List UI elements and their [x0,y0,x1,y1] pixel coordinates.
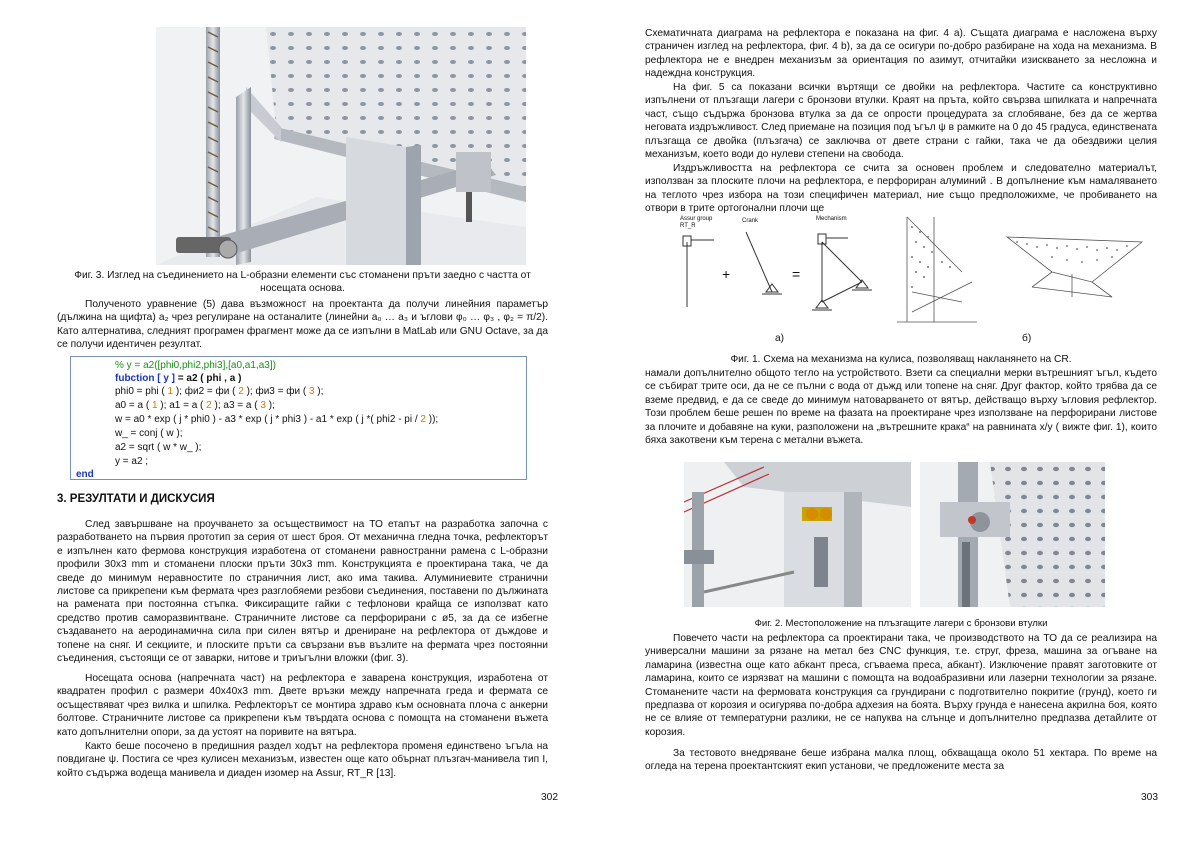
paragraph: Полученото уравнение (5) дава възможност на проектанта да получи линейния параметър (дължина на щифта) a₂ чрез регулиране на останалите (линейни a₀ … a₃ и ъглови φ₀ … φ₃ , φ₂ = π/2). Като алтернатива, следният програмен фрагмент може да се изпълни в MatLab или GNU Octave, за да се получи идентичен резултат. [57,299,548,351]
code-line: end [76,469,94,480]
page-number: 303 [1141,792,1158,803]
subfigure-a-label: а) [775,333,785,344]
paragraph: Както беше посочено в предишния раздел ходът на рефлектора променя единствено ъгъла на повдигане ψ. Постига се чрез кулисен механизъм, известен още като обърнат плъзгач-манивела тип I, който съдържа водеща манивела и диаден изомер на Assur, RT_R [13]. [57,741,548,779]
code-line: a0 = a ( 1 ); a1 = a ( 2 ); a3 = a ( 3 ); [115,400,275,411]
code-line: y = a2 ; [115,456,149,467]
paragraph: Схематичната диаграма на рефлектора е показана на фиг. 4 a). Същата диаграма е насложена върху страничен изглед на рефлектора, фиг. 4 b), за да се осигури по-добро разбиране на хода на механизма. В рефлектора не е внедрен механизъм за ориентация по азимут, отчитайки изискването за несложна и надеждна конструкция. [645,28,1157,80]
code-line: w = a0 * exp ( j * phi0 ) - a3 * exp ( j * phi3 ) - a1 * exp ( j *( phi2 - pi / 2 )); [115,414,439,425]
code-line: fubction [ y ] = a2 ( phi , a ) [115,373,242,384]
subfigure-b-label: б) [1022,333,1032,344]
paragraph: След завършване на проучването за осъществимост на ТО етапът на разработка започна с разработването на първия прототип за серия от шест броя. От механична гледна точка, рефлекторът е изпълнен като фермова конструкция изработена от стоманени равностранни рамена с L-образни профили 30x3 mm и стоманени плоски пръти 30x3 mm. Конструкцията е проектирана така, че да сведе до минимум неравностите по страничния лист, ако има такива. Алуминиевите странични листове са прикрепени към фермата чрез разглобяеми резбови съединения, поставени по дължината на рамената при постоянна стъпка. Фиксиращите гайки с тефлонови крайща се използват като средство против саморазвинтване. Страничните листове са перфорирани с ø5, за да се избегне създаването на аеродинамична сила при силен вятър и дрениране на рефлектора от дъждове и топене на сняг. И секциите, и плоските пръти са свързани във възлите на фермата чрез постоянни съединения, състоящи се от заварки, нитове и триъгълни вложки (фиг. 3). [57,519,548,665]
paragraph: Повечето части на рефлектора са проектирани така, че производството на ТО да се реализира на универсални машини за рязане на метал без CNC функция, т.е. струг, фреза, машина за огъване на ламарина (известна още като абкант преса, сгъваема преса, абкант). Изключение правят заготовките от ламарина, които се изрязват на машини с помощта на водоабразивни или лазерни технологии за рязане. Стоманените части на фермовата конструкция са грундирани с подготвително покритие (грунд), което ги предпазва от корозия и осигурява по-добра адхезия на боята. Върху грунда е нанесена акрилна боя, която не се влияе от температурни разлики, не се напуква на слънце и допълнително предпазва детайлите от корозия. [645,633,1157,738]
code-line: phi0 = phi ( 1 ); фи2 = фи ( 2 ); фи3 = фи ( 3 ); [115,386,324,397]
paragraph: намали допълнително общото тегло на устройството. Взети са специални мерки вътрешният ъгъл, където се събират трите оси, да не се пълни с вода от дъжд или топене на сняг. Друг фактор, който трябва да се вземе предвид, е да се сведе до минимум натоварването от вятър, действащо върху ъгловия рефлектор. Този проблем беше решен по време на фазата на проектиране чрез използване на перфорирани листове за плочите и добавяне на куки, разположени на „вътрешните крака“ на равнината x/y ( вижте фиг. 1), които бяха закотвени към терена с метални въжета. [645,368,1157,447]
page-number: 302 [541,792,558,803]
paragraph: Носещата основа (напречната част) на рефлектора е заварена конструкция, изработена от квадратен профил с размери 40x40x3 mm. Двете връзки между напречната греда и фермата се осъществяват чрез вилка и шпилка. Рефлекторът се монтира здраво към основната плоча с анкерни болтове. Страничните листове са прикрепени към твърдата основа с помощта на стоманени въжета като допълнителни опори, за да устоят на поривите на вятъра. [57,673,548,738]
fig2-render-left [684,462,911,607]
paragraph: На фиг. 5 са показани всички въртящи се двойки на рефлектора. Частите са конструктивно изпълнени от плъзгащи лагери с бронзови втулки. Краят на пръта, който свързва шпилката и напречната част, също съдържа бронзова втулка за да се опрости процедурата за сглобяване, без да се жертва неговата издръжливост. След приемане на позиция под ъгъл ψ в рамките на 0 до 45 градуса, единствената плъзгаща се двойка (плъзгача) се заключва от двете страни с гайки, така че да обездвижи целия механизъм, което води до нулеви степени на свобода. [645,82,1157,161]
label-crank: Crank [742,218,759,224]
label-assur: Assur group RT_R [680,216,713,229]
mechanism-diagram [672,212,1152,332]
label-mechanism: Mechanism [816,216,847,222]
paragraph: Издръжливостта на рефлектора се счита за основен проблем и следователно материалът, използван за плоските плочи на рефлектора, е перфориран алуминий . В допълнение към намаляването на теглото чрез избора на този специфичен материал, ние също предположихме, че пробиването на отвори в трите ортогонални плочи ще [645,163,1157,215]
code-line: w_ = conj ( w ); [115,428,183,439]
section-heading: 3. РЕЗУЛТАТИ И ДИСКУСИЯ [57,493,215,505]
fig2-caption: Фиг. 2. Местоположение на плъзгащите лагери с бронзови втулки [754,618,1048,629]
fig3-caption: Фиг. 3. Изглед на съединението на L-образни елементи със стоманени пръти заедно с частта от носещата основа. [74,270,531,295]
fig1-caption: Фиг. 1. Схема на механизма на кулиса, позволяващ накланянето на CR. [730,354,1072,365]
paragraph: За тестовото внедряване беше избрана малка площ, обхващаща около 51 хектара. По време на огледа на терена проектантският екип установи, че предложените места за [645,748,1157,773]
fig2-render-right [920,462,1105,607]
code-line: a2 = sqrt ( w * w_ ); [115,442,202,453]
equals-sign: = [792,266,801,282]
code-line: % y = a2([phi0,phi2,phi3],[a0,a1,a3]) [115,360,276,371]
plus-sign: + [722,266,731,282]
